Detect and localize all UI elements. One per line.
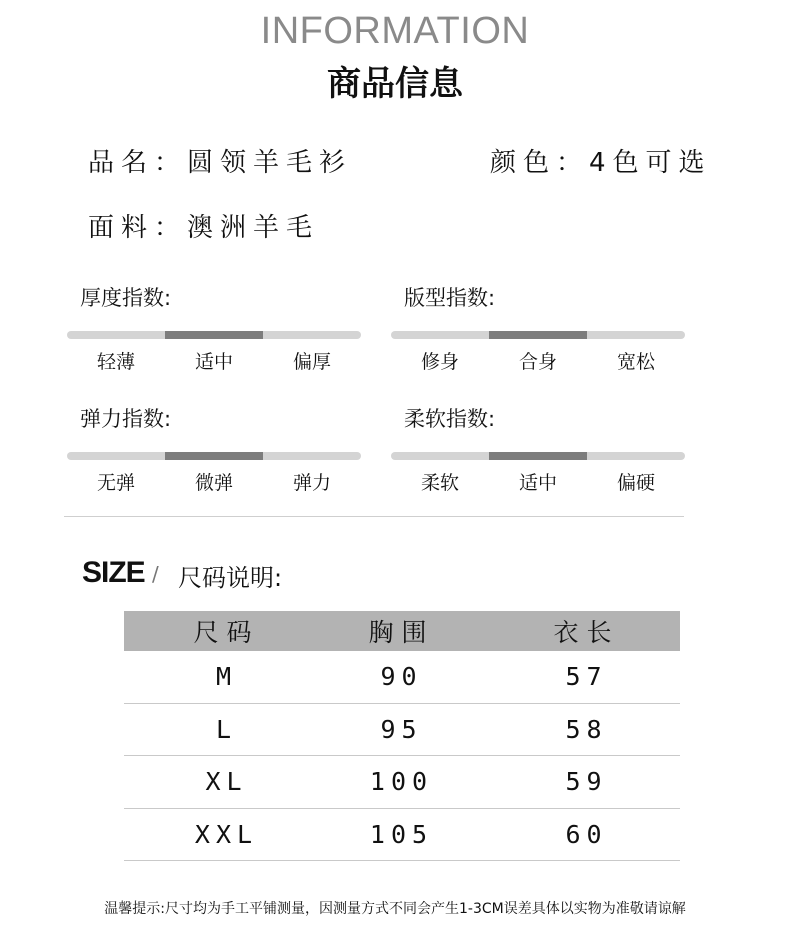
cell-chest: 95 <box>380 714 423 744</box>
fit-index-options <box>391 347 685 374</box>
elasticity-option-none: 无弹 <box>96 472 135 494</box>
color-label: 颜色： <box>490 148 590 178</box>
color-value: 4色可选 <box>589 148 712 178</box>
table-row <box>124 651 680 704</box>
softness-option-medium: 适中 <box>518 472 557 494</box>
header-length: 衣长 <box>553 618 620 647</box>
cell-size: M <box>215 662 238 692</box>
cell-chest: 105 <box>369 819 434 849</box>
elasticity-option-slight: 微弹 <box>194 472 233 494</box>
size-table-header <box>124 611 680 651</box>
fabric-field <box>88 207 319 244</box>
cell-size: XL <box>205 767 248 797</box>
fit-option-slim: 修身 <box>420 351 459 373</box>
fabric-value: 澳洲羊毛 <box>187 213 320 243</box>
size-title-en: SIZE <box>82 556 145 589</box>
cell-length: 58 <box>565 714 608 744</box>
thickness-index-options <box>67 347 361 374</box>
cell-chest: 100 <box>369 767 434 797</box>
softness-index-title: 柔软指数: <box>404 407 496 431</box>
fit-option-regular: 合身 <box>518 351 557 373</box>
thickness-option-thick: 偏厚 <box>292 351 331 373</box>
elasticity-index-options <box>67 468 361 495</box>
product-name-label: 品名： <box>88 148 188 178</box>
header-title-cn: 商品信息 <box>327 64 463 104</box>
cell-length: 57 <box>565 662 608 692</box>
fit-index-title: 版型指数: <box>404 286 496 310</box>
footer-note: 温馨提示:尺寸均为手工平铺测量，因测量方式不同会产生1-3CM误差具体以实物为准敬请谅解 <box>104 901 686 917</box>
header-title-en: INFORMATION <box>260 10 530 52</box>
table-row <box>124 809 680 862</box>
elasticity-index-title: 弹力指数: <box>80 407 172 431</box>
softness-index-bar <box>391 452 685 460</box>
cell-length: 60 <box>565 819 608 849</box>
fabric-label: 面料： <box>88 213 188 243</box>
section-divider <box>64 516 684 517</box>
thickness-option-thin: 轻薄 <box>96 351 135 373</box>
thickness-index-bar <box>67 331 361 339</box>
header-chest: 胸围 <box>368 618 435 647</box>
product-name-value: 圆领羊毛衫 <box>187 148 353 178</box>
elasticity-index-bar <box>67 452 361 460</box>
thickness-index-bar-fill <box>165 331 263 339</box>
softness-option-soft: 柔软 <box>420 472 459 494</box>
thickness-index-title: 厚度指数: <box>80 286 172 310</box>
size-title-separator: / <box>152 562 159 586</box>
cell-size: XXL <box>194 819 259 849</box>
size-table <box>124 611 680 861</box>
cell-chest: 90 <box>380 662 423 692</box>
cell-size: L <box>215 714 238 744</box>
elasticity-option-stretch: 弹力 <box>292 472 331 494</box>
thickness-option-medium: 适中 <box>194 351 233 373</box>
fit-option-loose: 宽松 <box>616 351 655 373</box>
softness-index-options <box>391 468 685 495</box>
elasticity-index-bar-fill <box>165 452 263 460</box>
table-row <box>124 756 680 809</box>
fit-index-bar <box>391 331 685 339</box>
header-size: 尺码 <box>193 618 260 647</box>
product-name-field <box>88 142 352 179</box>
fit-index-bar-fill <box>489 331 587 339</box>
softness-index-bar-fill <box>489 452 587 460</box>
table-row <box>124 704 680 757</box>
cell-length: 59 <box>565 767 608 797</box>
softness-option-hard: 偏硬 <box>616 472 655 494</box>
color-field <box>490 142 712 179</box>
size-title-cn: 尺码说明: <box>178 564 283 592</box>
